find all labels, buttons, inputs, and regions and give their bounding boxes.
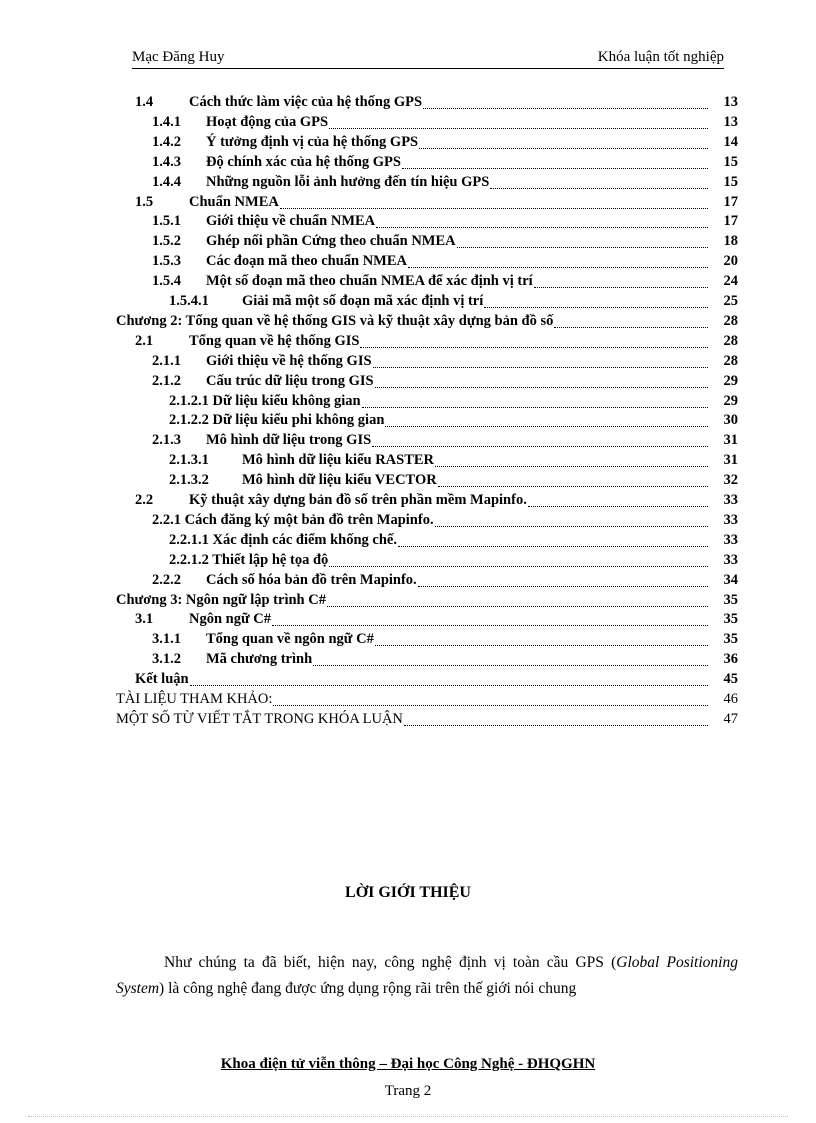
toc-title: Chương 3: Ngôn ngữ lập trình C# bbox=[116, 591, 326, 608]
toc-leader-dots bbox=[484, 306, 708, 308]
toc-number: 3.1.1 bbox=[152, 631, 181, 648]
toc-leader-dots bbox=[273, 704, 708, 706]
toc-row[interactable] bbox=[169, 412, 738, 432]
toc-page-number: 32 bbox=[723, 472, 738, 489]
toc-title: 2.1.2.1 Dữ liệu kiểu không gian bbox=[169, 392, 361, 409]
toc-leader-dots bbox=[419, 147, 708, 149]
toc-row[interactable] bbox=[152, 213, 738, 233]
toc-title: Mô hình dữ liệu kiểu RASTER bbox=[242, 452, 435, 469]
toc-leader-dots bbox=[457, 246, 708, 248]
toc-number: 2.1 bbox=[135, 332, 154, 349]
toc-leader-dots bbox=[272, 624, 708, 626]
toc-page-number: 31 bbox=[723, 452, 738, 469]
toc-leader-dots bbox=[375, 644, 708, 646]
toc-leader-dots bbox=[423, 107, 708, 109]
toc-page-number: 15 bbox=[723, 173, 738, 190]
toc-leader-dots bbox=[372, 445, 708, 447]
toc-number: 2.2 bbox=[135, 492, 154, 508]
toc-title: Mô hình dữ liệu trong GIS bbox=[206, 432, 372, 449]
toc-number: 1.4.1 bbox=[152, 113, 181, 130]
intro-text-after: ) là công nghệ đang được ứng dụng rộng rãi trên thế giới nói chung bbox=[159, 980, 577, 997]
toc-row[interactable] bbox=[169, 452, 738, 472]
toc-row[interactable] bbox=[116, 313, 738, 333]
toc-title: Một số đoạn mã theo chuẩn NMEA để xác định vị trí bbox=[206, 273, 533, 290]
toc-page-number: 14 bbox=[723, 133, 738, 150]
toc-title: Chuẩn NMEA bbox=[189, 193, 279, 210]
toc-page-number: 28 bbox=[723, 312, 738, 329]
toc-page-number: 25 bbox=[723, 293, 738, 309]
intro-paragraph bbox=[116, 950, 738, 1002]
toc-row[interactable] bbox=[135, 611, 738, 631]
toc-page-number: 17 bbox=[723, 213, 738, 230]
toc-row[interactable] bbox=[116, 691, 738, 711]
toc-row[interactable] bbox=[152, 114, 738, 134]
intro-text-before: Như chúng ta đã biết, hiện nay, công nghệ định vị toàn cầu GPS ( bbox=[164, 954, 617, 971]
toc-title: 2.2.1.1 Xác định các điểm khống chế. bbox=[169, 531, 397, 548]
toc-page-number: 47 bbox=[723, 710, 738, 727]
toc-title: Tổng quan về hệ thống GIS bbox=[189, 332, 360, 349]
toc-page-number: 24 bbox=[723, 273, 738, 290]
toc-page-number: 28 bbox=[723, 332, 738, 349]
toc-number: 2.2.2 bbox=[152, 571, 181, 588]
toc-row[interactable] bbox=[116, 711, 738, 731]
toc-title: Giải mã một số đoạn mã xác định vị trí bbox=[242, 293, 484, 309]
toc-title: Mã chương trình bbox=[206, 651, 313, 668]
toc-row[interactable] bbox=[152, 572, 738, 592]
toc-leader-dots bbox=[490, 187, 708, 189]
toc-row[interactable] bbox=[169, 472, 738, 492]
toc-page-number: 20 bbox=[723, 253, 738, 270]
footer-faculty: Khoa điện tử viễn thông – Đại học Công Nghệ - ĐHQGHN bbox=[220, 1056, 596, 1072]
toc-number: 3.1.2 bbox=[152, 651, 181, 668]
toc-row[interactable] bbox=[152, 253, 738, 273]
toc-leader-dots bbox=[435, 525, 708, 527]
toc-row[interactable] bbox=[169, 552, 738, 572]
toc-row[interactable] bbox=[152, 273, 738, 293]
toc-title: Những nguồn lỗi ảnh hưởng đến tín hiệu GPS bbox=[206, 173, 490, 190]
toc-leader-dots bbox=[435, 465, 708, 467]
toc-title: Hoạt động của GPS bbox=[206, 113, 329, 130]
toc-page-number: 35 bbox=[723, 631, 738, 648]
toc-row[interactable] bbox=[152, 432, 738, 452]
toc-title: Cấu trúc dữ liệu trong GIS bbox=[206, 372, 374, 389]
toc-page-number: 33 bbox=[723, 531, 738, 548]
toc-leader-dots bbox=[376, 226, 708, 228]
toc-title: Kỹ thuật xây dựng bản đồ số trên phần mềm Mapinfo. bbox=[189, 492, 527, 508]
toc-row[interactable] bbox=[135, 94, 738, 114]
toc-number: 1.4 bbox=[135, 94, 154, 110]
toc-row[interactable] bbox=[169, 393, 738, 413]
toc-row[interactable] bbox=[152, 174, 738, 194]
toc-title: Độ chính xác của hệ thống GPS bbox=[206, 153, 401, 170]
toc-page-number: 30 bbox=[723, 412, 738, 429]
toc-leader-dots bbox=[534, 286, 708, 288]
toc-title: Mô hình dữ liệu kiểu VECTOR bbox=[242, 472, 437, 489]
toc-number: 2.1.2 bbox=[152, 372, 181, 389]
toc-leader-dots bbox=[329, 565, 708, 567]
toc-row[interactable] bbox=[116, 592, 738, 612]
page-header bbox=[132, 48, 724, 69]
toc-title: Tổng quan về ngôn ngữ C# bbox=[206, 631, 374, 648]
toc-page-number: 45 bbox=[723, 671, 738, 688]
toc-leader-dots bbox=[190, 684, 708, 686]
toc-page-number: 28 bbox=[723, 352, 738, 369]
toc-leader-dots bbox=[418, 585, 708, 587]
toc-number: 1.4.3 bbox=[152, 153, 181, 170]
toc-row[interactable] bbox=[135, 671, 738, 691]
toc-row[interactable] bbox=[152, 512, 738, 532]
toc-number: 3.1 bbox=[135, 611, 154, 628]
toc-page-number: 35 bbox=[723, 591, 738, 608]
toc-page-number: 36 bbox=[723, 651, 738, 668]
toc-title: Ý tưởng định vị của hệ thống GPS bbox=[206, 133, 419, 150]
toc-row[interactable] bbox=[152, 373, 738, 393]
toc-page-number: 35 bbox=[723, 611, 738, 628]
toc-leader-dots bbox=[554, 326, 708, 328]
toc-number: 2.1.3.2 bbox=[169, 472, 209, 489]
header-doc-type: Khóa luận tốt nghiệp bbox=[597, 49, 724, 65]
header-author: Mạc Đăng Huy bbox=[132, 49, 225, 65]
toc-leader-dots bbox=[362, 406, 708, 408]
toc-leader-dots bbox=[375, 386, 708, 388]
toc-page-number: 46 bbox=[723, 691, 738, 707]
toc-leader-dots bbox=[329, 127, 708, 129]
toc-title: Ghép nối phần Cứng theo chuẩn NMEA bbox=[206, 233, 456, 250]
toc-title: TÀI LIỆU THAM KHẢO: bbox=[116, 691, 273, 707]
toc-page-number: 31 bbox=[723, 432, 738, 449]
toc-number: 2.1.3.1 bbox=[169, 452, 209, 469]
toc-row[interactable] bbox=[169, 532, 738, 552]
toc-page-number: 33 bbox=[723, 511, 738, 528]
toc-leader-dots bbox=[402, 167, 708, 169]
toc-number: 1.5.4.1 bbox=[169, 293, 209, 309]
toc-number: 1.5.4 bbox=[152, 273, 181, 290]
toc-leader-dots bbox=[404, 724, 708, 726]
toc-number: 1.5 bbox=[135, 193, 154, 210]
toc-title: Giới thiệu về chuẩn NMEA bbox=[206, 213, 376, 230]
toc-page-number: 13 bbox=[723, 113, 738, 130]
toc-title: Cách thức làm việc của hệ thống GPS bbox=[189, 94, 423, 110]
intro-text-italic: Global Positioning System bbox=[116, 954, 738, 997]
toc-row[interactable] bbox=[152, 353, 738, 373]
toc-number: 1.5.2 bbox=[152, 233, 181, 250]
toc-page-number: 18 bbox=[723, 233, 738, 250]
toc-row[interactable] bbox=[152, 134, 738, 154]
toc-leader-dots bbox=[438, 485, 708, 487]
toc-row[interactable] bbox=[135, 194, 738, 214]
toc-row[interactable] bbox=[135, 492, 738, 512]
toc-number: 1.5.1 bbox=[152, 213, 181, 230]
toc-row[interactable] bbox=[152, 651, 738, 671]
toc-number: 1.5.3 bbox=[152, 253, 181, 270]
toc-number: 2.1.3 bbox=[152, 432, 181, 449]
toc-title: MỘT SỐ TỪ VIẾT TẮT TRONG KHÓA LUẬN bbox=[116, 710, 403, 727]
toc-leader-dots bbox=[280, 207, 708, 209]
toc-page-number: 29 bbox=[723, 392, 738, 409]
toc-leader-dots bbox=[528, 505, 708, 507]
toc-title: Giới thiệu về hệ thống GIS bbox=[206, 352, 372, 369]
toc-leader-dots bbox=[408, 266, 708, 268]
footer-page-number: Trang 2 bbox=[384, 1083, 432, 1099]
toc-number: 1.4.4 bbox=[152, 173, 181, 190]
toc-title: Cách số hóa bản đồ trên Mapinfo. bbox=[206, 571, 417, 588]
toc-leader-dots bbox=[360, 346, 708, 348]
toc-title: Kết luận bbox=[135, 671, 189, 688]
toc-number: 2.1.1 bbox=[152, 352, 181, 369]
toc-leader-dots bbox=[385, 425, 708, 427]
toc-title: 2.1.2.2 Dữ liệu kiểu phi không gian bbox=[169, 412, 385, 429]
toc-page-number: 29 bbox=[723, 372, 738, 389]
section-heading: LỜI GIỚI THIỆU bbox=[345, 884, 471, 901]
toc-row[interactable] bbox=[135, 333, 738, 353]
toc-title: Ngôn ngữ C# bbox=[189, 611, 272, 628]
toc-row[interactable] bbox=[152, 631, 738, 651]
toc-leader-dots bbox=[327, 605, 708, 607]
toc-title: 2.2.1.2 Thiết lập hệ tọa độ bbox=[169, 551, 329, 568]
bottom-rule bbox=[28, 1116, 788, 1117]
toc-row[interactable] bbox=[169, 293, 738, 313]
toc-page-number: 13 bbox=[723, 94, 738, 110]
toc-row[interactable] bbox=[152, 233, 738, 253]
toc-page-number: 17 bbox=[723, 193, 738, 210]
toc-leader-dots bbox=[398, 545, 708, 547]
toc-row[interactable] bbox=[152, 154, 738, 174]
toc-page-number: 34 bbox=[723, 571, 738, 588]
toc-page-number: 33 bbox=[723, 492, 738, 508]
toc-leader-dots bbox=[313, 664, 708, 666]
toc-title: Các đoạn mã theo chuẩn NMEA bbox=[206, 253, 407, 270]
toc-title: 2.2.1 Cách đăng ký một bản đồ trên Mapinfo. bbox=[152, 511, 434, 528]
toc-page-number: 33 bbox=[723, 551, 738, 568]
toc-page-number: 15 bbox=[723, 153, 738, 170]
toc-title: Chương 2: Tổng quan về hệ thống GIS và kỹ thuật xây dựng bản đồ số bbox=[116, 312, 554, 329]
toc-leader-dots bbox=[373, 366, 708, 368]
toc-number: 1.4.2 bbox=[152, 133, 181, 150]
